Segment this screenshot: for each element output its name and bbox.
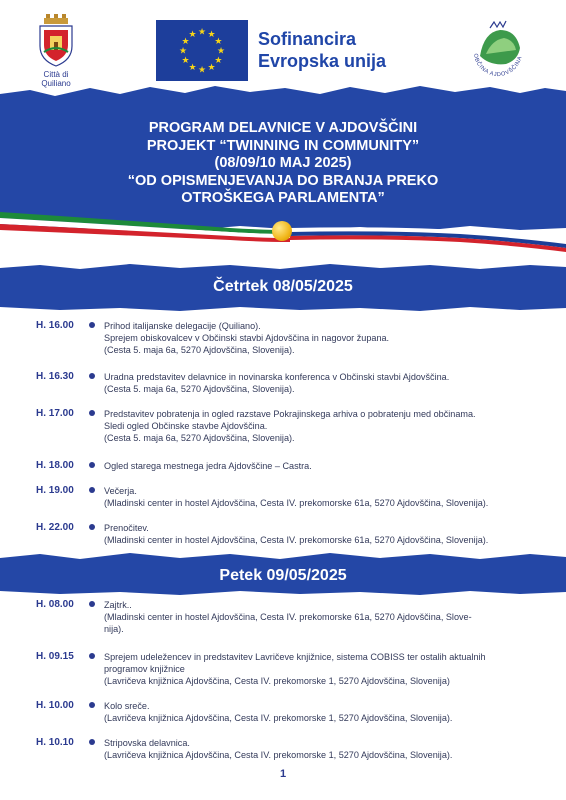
entry-description [104, 460, 544, 472]
bullet-dot-icon [89, 410, 95, 416]
eu-star-icon: ★ [207, 62, 216, 73]
eu-star-icon: ★ [216, 46, 226, 57]
eu-star-icon: ★ [207, 30, 216, 41]
title-line-3: (08/09/10 MAJ 2025) [214, 155, 352, 171]
entry-line: Stripovska delavnica. [104, 738, 190, 748]
day2-title: Petek 09/05/2025 [219, 567, 347, 584]
bullet-dot-icon [89, 739, 95, 745]
bullet-dot-icon [89, 601, 95, 607]
eu-cofinanced-label [258, 28, 386, 72]
entry-time: H. 19.00 [36, 485, 74, 496]
entry-line: Zajtrk.. [104, 600, 132, 610]
entry-time: H. 16.00 [36, 320, 74, 331]
day1-banner [0, 262, 566, 312]
entry-line: Sledi ogled Občinske stavbe Ajdovščina. [104, 421, 268, 431]
entry-line: Večerja. [104, 486, 137, 496]
day1-title: Četrtek 08/05/2025 [213, 278, 353, 295]
eu-star-icon: ★ [214, 56, 223, 66]
eu-star-icon: ★ [188, 30, 197, 41]
entry-description [104, 485, 544, 509]
title-line-4: “OD OPISMENJEVANJA DO BRANJA PREKO [127, 172, 439, 189]
entry-line: nija). [104, 624, 124, 634]
entry-line: Sprejem obiskovalcev v Občinski stavbi Ajdovščina in nagovor župana. [104, 333, 390, 343]
eu-star-icon: ★ [197, 27, 207, 38]
entry-line: (Cesta 5. maja 6a, 5270 Ajdovščina, Slovenija). [104, 433, 295, 443]
entry-line: Ogled starega mestnega jedra Ajdovščine – Castra. [104, 461, 312, 471]
entry-line: Kolo sreče. [104, 701, 150, 711]
program-title [0, 120, 566, 208]
bullet-dot-icon [89, 373, 95, 379]
entry-time: H. 10.10 [36, 737, 74, 748]
entry-line: (Cesta 5. maja 6a, 5270 Ajdovščina, Slovenija). [104, 384, 295, 394]
entry-line: (Mladinski center in hostel Ajdovščina, Cesta IV. prekomorske 61a, 5270 Ajdovščina, Slove- [104, 612, 472, 622]
entry-description [104, 408, 544, 444]
gold-ball-icon [272, 221, 292, 241]
ajdovscina-logo-icon [466, 16, 530, 80]
entry-line: (Lavričeva knjižnica Ajdovščina, Cesta IV. prekomorske 1, 5270 Ajdovščina, Slovenija) [104, 676, 450, 686]
page-number: 1 [279, 768, 287, 780]
entry-description [104, 599, 544, 635]
eu-flag-icon [156, 20, 248, 81]
eu-line-1: Sofinancira [258, 29, 357, 49]
entry-line: (Lavričeva knjižnica Ajdovščina, Cesta IV. prekomorske 1, 5270 Ajdovščina, Slovenija). [104, 713, 453, 723]
entry-time: H. 09.15 [36, 651, 74, 662]
entry-description [104, 320, 544, 356]
eu-star-icon: ★ [197, 65, 207, 76]
entry-time: H. 17.00 [36, 408, 74, 419]
entry-line: Uradna predstavitev delavnice in novinarska konferenca v Občinski stavbi Ajdovščina. [104, 372, 450, 382]
entry-line: Prihod italijanske delegacije (Quiliano). [104, 321, 261, 331]
title-line-1: PROGRAM DELAVNICE V AJDOVŠČINI [148, 120, 418, 136]
entry-description [104, 371, 544, 395]
entry-line: (Mladinski center in hostel Ajdovščina, Cesta IV. prekomorske 61a, 5270 Ajdovščina, Slovenija). [104, 535, 489, 545]
entry-line: programov knjižnice [104, 664, 185, 674]
eu-star-icon: ★ [188, 62, 197, 73]
entry-description [104, 522, 544, 546]
eu-star-icon: ★ [214, 37, 223, 47]
entry-line: (Cesta 5. maja 6a, 5270 Ajdovščina, Slovenija). [104, 345, 295, 355]
entry-time: H. 08.00 [36, 599, 74, 610]
entry-time: H. 18.00 [36, 460, 74, 471]
entry-time: H. 22.00 [36, 522, 74, 533]
entry-description [104, 651, 544, 687]
quiliano-crest-icon [36, 14, 76, 68]
entry-time: H. 16.30 [36, 371, 74, 382]
entry-time: H. 10.00 [36, 700, 74, 711]
bullet-dot-icon [89, 322, 95, 328]
bullet-dot-icon [89, 524, 95, 530]
bullet-dot-icon [89, 462, 95, 468]
eu-star-icon: ★ [178, 46, 188, 57]
day2-banner [0, 548, 566, 598]
entry-description [104, 700, 544, 724]
entry-line: Sprejem udeležencev in predstavitev Lavričeve knjižnice, sistema COBISS ter ostalih aktualnih [104, 652, 486, 662]
entry-line: Predstavitev pobratenja in ogled razstave Pokrajinskega arhiva o pobratenju med občinama. [104, 409, 476, 419]
eu-star-icon: ★ [181, 37, 190, 47]
bullet-dot-icon [89, 653, 95, 659]
entry-description [104, 737, 544, 761]
entry-line: (Mladinski center in hostel Ajdovščina, Cesta IV. prekomorske 61a, 5270 Ajdovščina, Slovenija). [104, 498, 489, 508]
crest-caption: Città di Quiliano [41, 70, 71, 88]
title-line-5: OTROŠKEGA PARLAMENTA” [181, 190, 385, 206]
eu-star-icon: ★ [181, 56, 190, 66]
entry-line: (Lavričeva knjižnica Ajdovščina, Cesta IV. prekomorske 1, 5270 Ajdovščina, Slovenija). [104, 750, 453, 760]
eu-line-2: Evropska unija [258, 51, 387, 71]
entry-line: Prenočitev. [104, 523, 149, 533]
bullet-dot-icon [89, 487, 95, 493]
ajdovscina-logo-text: OBČINA AJDOVŠČINA [471, 53, 524, 79]
bullet-dot-icon [89, 702, 95, 708]
title-line-2: PROJEKT “TWINNING IN COMMUNITY” [146, 137, 420, 154]
